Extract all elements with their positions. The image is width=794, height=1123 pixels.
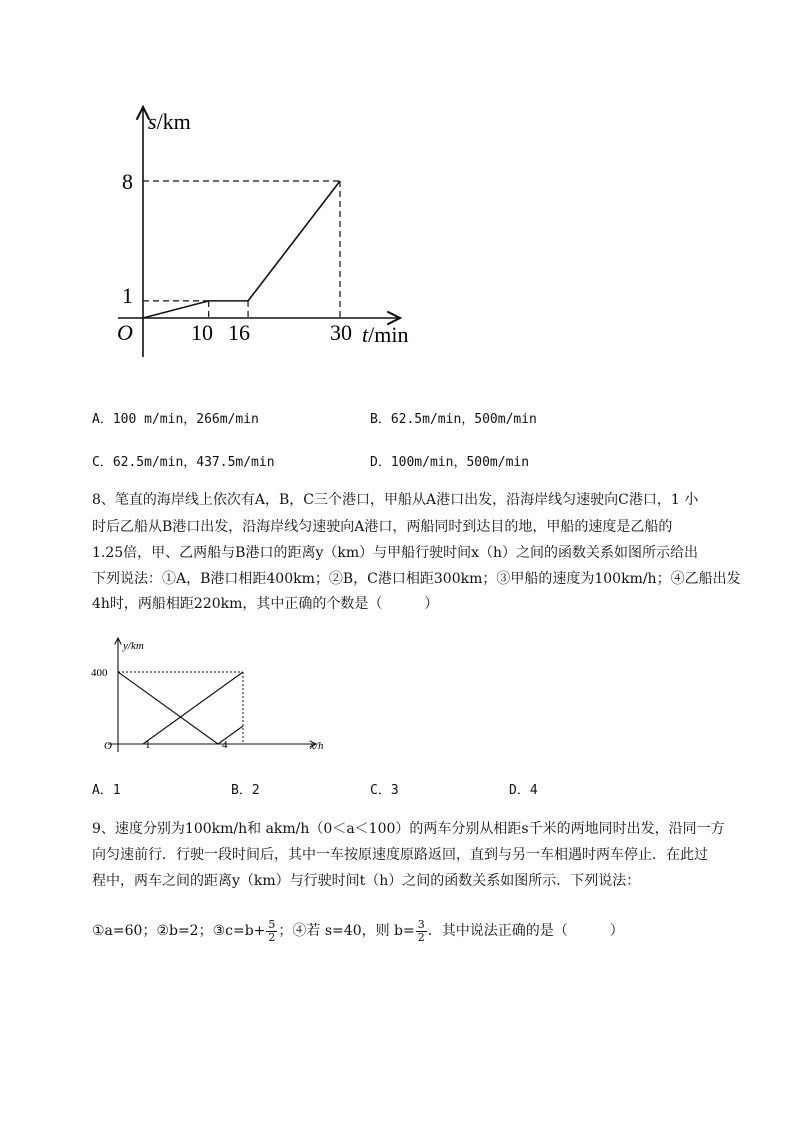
- y-tick-1: 1: [122, 283, 133, 308]
- series-line-2: [143, 672, 243, 744]
- q9-line-3: 程中，两车之间的距离y（km）与行驶时间t（h）之间的函数关系如图所示．下列说法：: [92, 873, 641, 889]
- q9-line-4-part-b: ；④若 s=40，则 b=: [278, 923, 415, 939]
- q9-line-4: [92, 914, 752, 948]
- x-tick-30: 30: [330, 320, 352, 345]
- fraction-numerator: 5: [268, 917, 276, 931]
- series-line-1: [118, 672, 218, 744]
- q8-line-5: 4h时，两船相距220km，其中正确的个数是（ ）: [92, 596, 439, 612]
- q8-line-1: 8、笔直的海岸线上依次有A，B，C三个港口，甲船从A港口出发，沿海岸线匀速驶向C港口，1 小: [92, 492, 699, 508]
- x-tick-10: 10: [191, 320, 213, 345]
- x-tick-1: 1: [145, 739, 151, 751]
- y-axis-label: y/km: [123, 640, 144, 652]
- fraction-denominator: 2: [268, 930, 276, 944]
- fraction-numerator: 3: [417, 917, 425, 931]
- q7-option-a: A．100 m/min，266m/min: [92, 412, 259, 427]
- y-axis-label: s/km: [148, 109, 191, 134]
- q9-line-4-part-a: ①a=60；②b=2；③c=b+: [92, 923, 266, 939]
- q8-option-d: D．4: [509, 783, 538, 798]
- fraction-five-halves: [266, 919, 277, 944]
- y-tick-400: 400: [91, 667, 108, 679]
- q7-option-b: B．62.5m/min，500m/min: [370, 412, 537, 427]
- q8-line-3: 1.25倍，甲、乙两船与B港口的距离y（km）与甲船行驶时间x（h）之间的函数关系如图所示给出: [92, 545, 699, 561]
- q8-option-c: C．3: [370, 783, 399, 798]
- fraction-denominator: 2: [417, 930, 425, 944]
- q8-line-4: 下列说法：①A，B港口相距400km；②B，C港口相距300km；③甲船的速度为100km/h；④乙船出发: [92, 571, 741, 587]
- origin-label: O: [104, 740, 112, 752]
- x-tick-4: 4: [222, 739, 228, 751]
- distance-line: [143, 181, 340, 318]
- origin-label: O: [117, 320, 133, 345]
- q9-line-1: 9、速度分别为100km/h和 akm/h（0＜a＜100）的两车分别从相距s千米的两地同时出发，沿同一方: [92, 821, 725, 837]
- q9-line-2: 向匀速前行．行驶一段时间后，其中一车按原速度原路返回，直到与另一车相遇时两车停止．在此过: [92, 847, 708, 863]
- q8-option-b: B．2: [231, 783, 260, 798]
- distance-time-chart: [100, 95, 440, 370]
- x-axis-label: x/h: [310, 740, 324, 752]
- q8-line-2: 时后乙船从B港口出发，沿海岸线匀速驶向A港口，两船同时到达目的地，甲船的速度是乙船的: [92, 519, 673, 535]
- y-tick-8: 8: [122, 169, 133, 194]
- q7-option-d: D．100m/min，500m/min: [370, 455, 530, 470]
- q9-line-4-part-c: ．其中说法正确的是（ ）: [427, 923, 624, 939]
- x-tick-16: 16: [228, 320, 250, 345]
- ship-distance-chart: [88, 632, 348, 756]
- x-axis-label: t/min: [362, 322, 409, 347]
- q8-option-a: A．1: [92, 783, 121, 798]
- q7-option-c: C．62.5m/min，437.5m/min: [92, 455, 275, 470]
- fraction-three-halves: [416, 919, 427, 944]
